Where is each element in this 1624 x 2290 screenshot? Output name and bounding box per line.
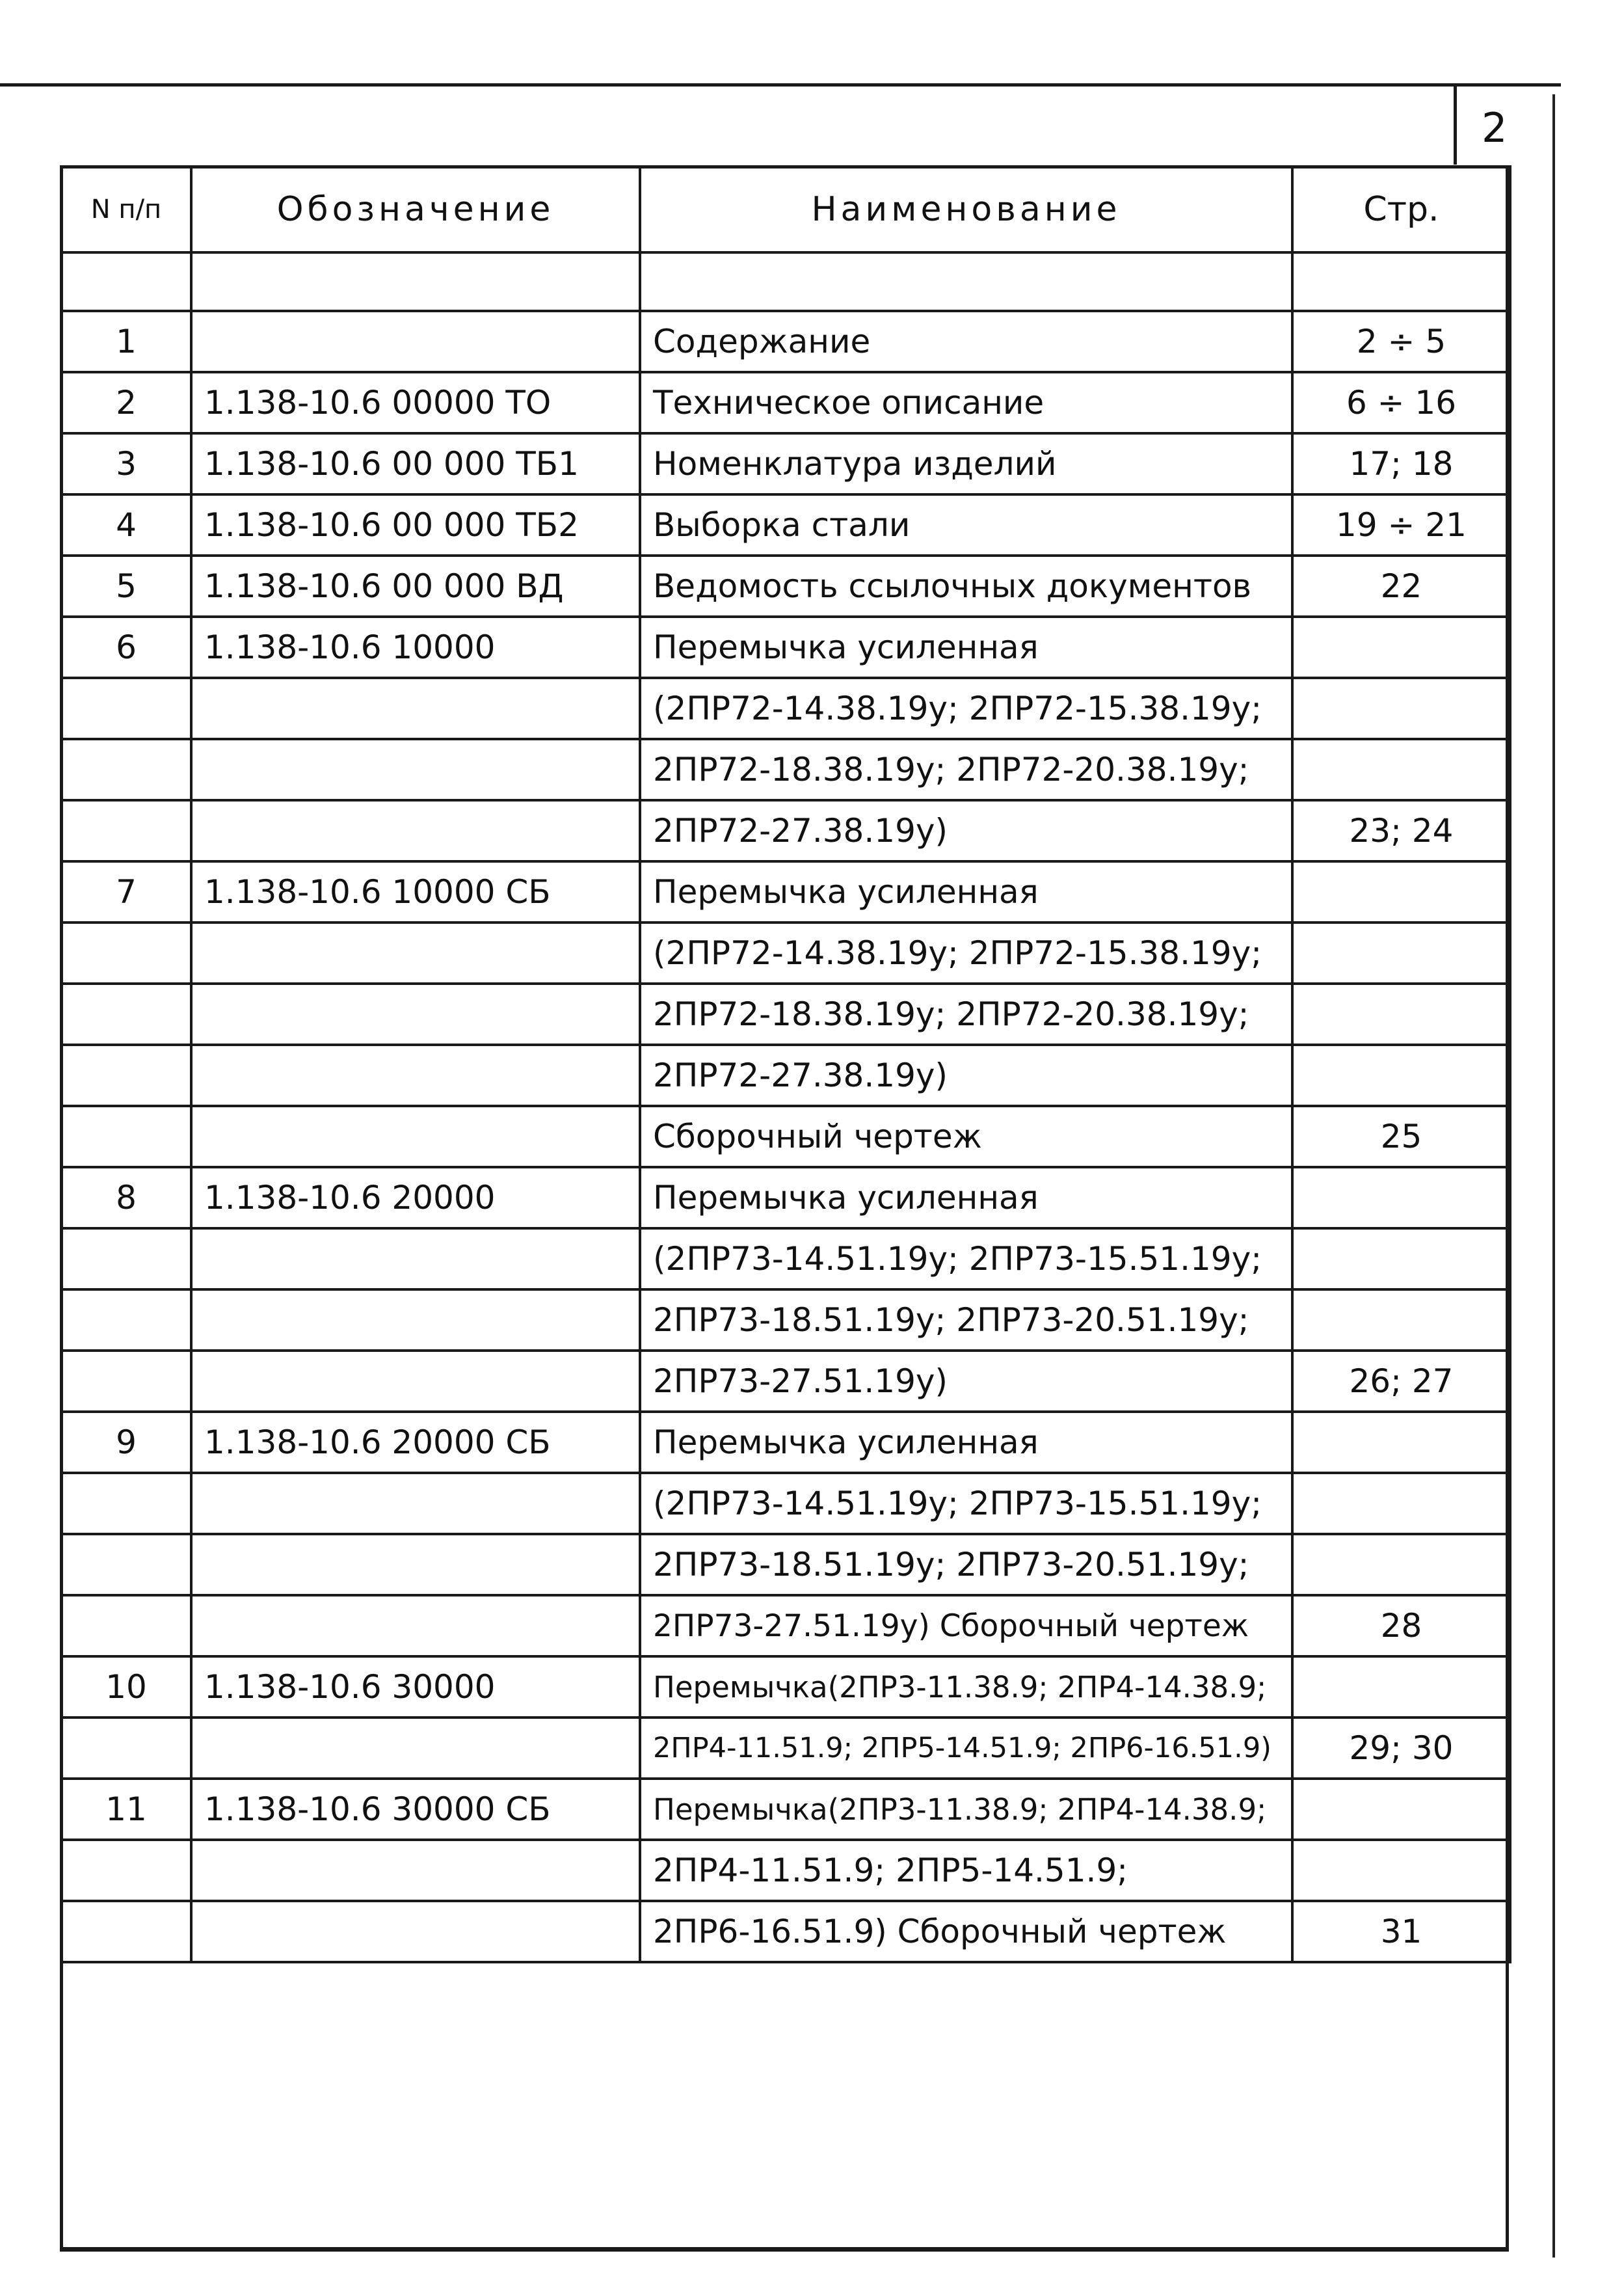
- row-name: 2ПР72-18.38.19у; 2ПР72-20.38.19у;: [640, 739, 1292, 800]
- table-row: [61, 861, 1510, 923]
- row-num: [61, 1534, 191, 1595]
- table-row: [61, 1351, 1510, 1412]
- row-code: [191, 1717, 640, 1779]
- row-code: [191, 923, 640, 984]
- row-name: 2ПР4-11.51.9; 2ПР5-14.51.9; 2ПР6-16.51.9): [640, 1717, 1292, 1779]
- row-code: 1.138-10.6 00000 ТО: [191, 372, 640, 433]
- row-num: [61, 1228, 191, 1289]
- row-name: 2ПР6-16.51.9) Сборочный чертеж: [640, 1901, 1292, 1962]
- contents-table-wrap: [60, 165, 1509, 1963]
- row-num: [61, 678, 191, 739]
- table-row: [61, 1840, 1510, 1901]
- spacer-cell: [640, 252, 1292, 311]
- header-name: Наименование: [640, 167, 1292, 252]
- table-row: [61, 1289, 1510, 1351]
- row-page: [1292, 1656, 1510, 1717]
- row-name: (2ПР73-14.51.19у; 2ПР73-15.51.19у;: [640, 1228, 1292, 1289]
- row-code: [191, 1534, 640, 1595]
- row-name: 2ПР4-11.51.9; 2ПР5-14.51.9;: [640, 1840, 1292, 1901]
- row-page: [1292, 1045, 1510, 1106]
- table-row: [61, 984, 1510, 1045]
- row-num: 10: [61, 1656, 191, 1717]
- row-num: [61, 1106, 191, 1167]
- row-num: [61, 1473, 191, 1534]
- row-page: [1292, 1779, 1510, 1840]
- spacer-cell: [61, 252, 191, 311]
- row-name: Перемычка усиленная: [640, 617, 1292, 678]
- row-page: [1292, 861, 1510, 923]
- header-code: Обозначение: [191, 167, 640, 252]
- row-code: 1.138-10.6 30000 СБ: [191, 1779, 640, 1840]
- row-code: [191, 984, 640, 1045]
- table-row: [61, 923, 1510, 984]
- row-code: 1.138-10.6 10000: [191, 617, 640, 678]
- row-num: [61, 739, 191, 800]
- row-code: 1.138-10.6 10000 СБ: [191, 861, 640, 923]
- row-name: 2ПР73-27.51.19у) Сборочный чертеж: [640, 1595, 1292, 1656]
- row-name: (2ПР72-14.38.19у; 2ПР72-15.38.19у;: [640, 678, 1292, 739]
- table-row: [61, 1534, 1510, 1595]
- row-num: [61, 1351, 191, 1412]
- row-num: 11: [61, 1779, 191, 1840]
- table-row: [61, 1656, 1510, 1717]
- row-page: 25: [1292, 1106, 1510, 1167]
- row-num: 1: [61, 311, 191, 372]
- row-num: [61, 1289, 191, 1351]
- row-num: [61, 1901, 191, 1962]
- row-num: [61, 923, 191, 984]
- page-number: 2: [1482, 104, 1508, 152]
- table-row: [61, 1412, 1510, 1473]
- row-num: 4: [61, 494, 191, 556]
- row-num: [61, 1045, 191, 1106]
- row-name: Ведомость ссылочных документов: [640, 556, 1292, 617]
- row-page: 29; 30: [1292, 1717, 1510, 1779]
- row-page: 2 ÷ 5: [1292, 311, 1510, 372]
- row-code: 1.138-10.6 00 000 ТБ1: [191, 433, 640, 494]
- row-code: [191, 800, 640, 861]
- table-row: [61, 1473, 1510, 1534]
- row-page: [1292, 1840, 1510, 1901]
- row-name: Номенклатура изделий: [640, 433, 1292, 494]
- row-page: [1292, 1228, 1510, 1289]
- row-code: 1.138-10.6 20000: [191, 1167, 640, 1228]
- header-num: N п/п: [61, 167, 191, 252]
- row-name: (2ПР72-14.38.19у; 2ПР72-15.38.19у;: [640, 923, 1292, 984]
- row-code: [191, 678, 640, 739]
- row-page: 19 ÷ 21: [1292, 494, 1510, 556]
- row-code: [191, 311, 640, 372]
- row-page: [1292, 1289, 1510, 1351]
- spacer-cell: [191, 252, 640, 311]
- row-code: [191, 739, 640, 800]
- table-row: [61, 739, 1510, 800]
- row-name: 2ПР72-18.38.19у; 2ПР72-20.38.19у;: [640, 984, 1292, 1045]
- row-page: [1292, 984, 1510, 1045]
- row-name: Содержание: [640, 311, 1292, 372]
- row-name: Перемычка(2ПР3-11.38.9; 2ПР4-14.38.9;: [640, 1656, 1292, 1717]
- table-row: [61, 1228, 1510, 1289]
- row-num: 7: [61, 861, 191, 923]
- row-code: [191, 1045, 640, 1106]
- spacer-row: [61, 252, 1510, 311]
- table-row: [61, 1595, 1510, 1656]
- row-name: 2ПР73-18.51.19у; 2ПР73-20.51.19у;: [640, 1534, 1292, 1595]
- row-name: Перемычка(2ПР3-11.38.9; 2ПР4-14.38.9;: [640, 1779, 1292, 1840]
- row-num: [61, 800, 191, 861]
- table-row: [61, 494, 1510, 556]
- row-code: [191, 1351, 640, 1412]
- row-page: [1292, 1167, 1510, 1228]
- row-name: 2ПР73-18.51.19у; 2ПР73-20.51.19у;: [640, 1289, 1292, 1351]
- table-row: [61, 800, 1510, 861]
- row-num: [61, 1717, 191, 1779]
- table-row: [61, 1045, 1510, 1106]
- row-name: 2ПР72-27.38.19у): [640, 1045, 1292, 1106]
- row-name: Перемычка усиленная: [640, 1167, 1292, 1228]
- row-name: Выборка стали: [640, 494, 1292, 556]
- row-num: 2: [61, 372, 191, 433]
- row-page: [1292, 1412, 1510, 1473]
- row-code: 1.138-10.6 00 000 ВД: [191, 556, 640, 617]
- table-row: [61, 1779, 1510, 1840]
- row-page: [1292, 1473, 1510, 1534]
- row-code: 1.138-10.6 00 000 ТБ2: [191, 494, 640, 556]
- row-page: [1292, 617, 1510, 678]
- row-code: [191, 1106, 640, 1167]
- row-page: 26; 27: [1292, 1351, 1510, 1412]
- row-name: (2ПР73-14.51.19у; 2ПР73-15.51.19у;: [640, 1473, 1292, 1534]
- row-num: 3: [61, 433, 191, 494]
- table-row: [61, 311, 1510, 372]
- row-page: [1292, 1534, 1510, 1595]
- row-num: [61, 984, 191, 1045]
- row-code: [191, 1289, 640, 1351]
- row-page: 22: [1292, 556, 1510, 617]
- row-num: [61, 1840, 191, 1901]
- row-code: 1.138-10.6 20000 СБ: [191, 1412, 640, 1473]
- contents-body: [61, 252, 1510, 1962]
- table-row: [61, 678, 1510, 739]
- table-row: [61, 433, 1510, 494]
- header-row: [61, 167, 1510, 252]
- table-row: [61, 556, 1510, 617]
- table-row: [61, 617, 1510, 678]
- row-num: 8: [61, 1167, 191, 1228]
- row-code: [191, 1595, 640, 1656]
- row-name: 2ПР73-27.51.19у): [640, 1351, 1292, 1412]
- row-num: 5: [61, 556, 191, 617]
- row-num: [61, 1595, 191, 1656]
- row-code: 1.138-10.6 30000: [191, 1656, 640, 1717]
- row-name: Техническое описание: [640, 372, 1292, 433]
- row-name: Сборочный чертеж: [640, 1106, 1292, 1167]
- header-page: Стр.: [1292, 167, 1510, 252]
- row-page: 28: [1292, 1595, 1510, 1656]
- contents-table: [60, 165, 1511, 1963]
- row-code: [191, 1901, 640, 1962]
- row-code: [191, 1840, 640, 1901]
- right-margin-line: [1552, 94, 1555, 2257]
- row-name: Перемычка усиленная: [640, 1412, 1292, 1473]
- row-num: 6: [61, 617, 191, 678]
- spacer-cell: [1292, 252, 1510, 311]
- row-code: [191, 1228, 640, 1289]
- row-page: 31: [1292, 1901, 1510, 1962]
- row-page: [1292, 923, 1510, 984]
- table-row: [61, 1901, 1510, 1962]
- table-row: [61, 1106, 1510, 1167]
- row-page: 17; 18: [1292, 433, 1510, 494]
- row-num: 9: [61, 1412, 191, 1473]
- table-row: [61, 372, 1510, 433]
- table-row: [61, 1717, 1510, 1779]
- row-page: 6 ÷ 16: [1292, 372, 1510, 433]
- row-page: 23; 24: [1292, 800, 1510, 861]
- top-rule: [0, 83, 1561, 87]
- row-page: [1292, 739, 1510, 800]
- table-row: [61, 1167, 1510, 1228]
- row-name: 2ПР72-27.38.19у): [640, 800, 1292, 861]
- row-name: Перемычка усиленная: [640, 861, 1292, 923]
- row-page: [1292, 678, 1510, 739]
- row-code: [191, 1473, 640, 1534]
